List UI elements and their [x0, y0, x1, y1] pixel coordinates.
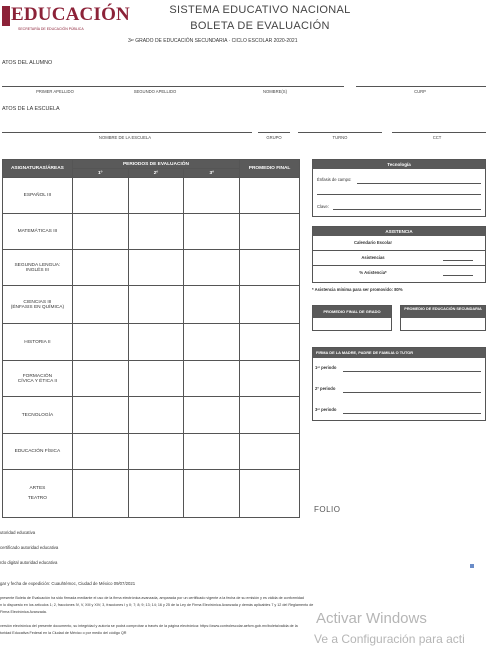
- windows-activation-title: Activar Windows: [316, 610, 427, 627]
- attendance-header: ASISTENCIA: [313, 227, 485, 236]
- attendance-count-value-line: [443, 260, 473, 261]
- technology-field-label: Énfasis de campo:: [317, 177, 352, 182]
- table-row: [3, 250, 300, 286]
- subject-math: MATEMÁTICAS III: [3, 214, 73, 250]
- document-title: BOLETA DE EVALUACIÓN: [190, 20, 330, 32]
- student-line: [2, 86, 344, 87]
- attendance-divider-2: [313, 265, 485, 266]
- periods-header: PERIODOS DE EVALUACIÓN: [72, 160, 239, 169]
- level-average-box: [400, 305, 486, 331]
- footer-digital-seal: rdo digital autoridad educativa: [0, 560, 58, 565]
- table-row: [3, 178, 300, 214]
- shift-label: TURNO: [332, 135, 348, 140]
- period-2-header: 2º: [128, 169, 184, 178]
- attendance-percent-label: % Asistencia*: [359, 270, 387, 275]
- subject-civics: FORMACIÓN CÍVICA Y ÉTICA II: [3, 361, 73, 397]
- subject-english: SEGUNDA LENGUA: INGLÉS III: [3, 250, 73, 286]
- grades-table: [2, 159, 300, 518]
- sep-logo: [2, 4, 136, 34]
- table-row: [3, 470, 300, 518]
- system-title: SISTEMA EDUCATIVO NACIONAL: [169, 4, 351, 16]
- table-row: [3, 434, 300, 470]
- footer-legal-3: Firma Electrónica Avanzada.: [0, 610, 47, 614]
- signature-header: FIRMA DE LA MADRE, PADRE DE FAMILIA O TUTOR: [313, 348, 485, 358]
- signature-period-2: 2º periodo: [315, 386, 336, 391]
- signature-box: [312, 347, 486, 421]
- school-section-title: ATOS DE LA ESCUELA: [2, 106, 60, 112]
- subject-technology: TECNOLOGÍA: [3, 397, 73, 434]
- cct-line: [392, 132, 486, 133]
- group-line: [258, 132, 290, 133]
- final-average-header: PROMEDIO FINAL: [240, 160, 300, 178]
- technology-field-line: [357, 183, 481, 184]
- footer-legal-2: n lo dispuesto en los artículos 1; 2, fracciones IV, V, XIII y XIV; 3, fracciones I y II; 7; 8; 9; 13; 14; 16 y 25 de la Ley de Firma Electrónica Avanzada y demás aplicables 7 y 12 del Reglamento de: [0, 603, 314, 607]
- logo-wordmark: EDUCACIÓN: [11, 4, 130, 25]
- table-row: [3, 324, 300, 361]
- student-section-title: ATOS DEL ALUMNO: [2, 60, 53, 66]
- cct-label: CCT: [432, 135, 442, 140]
- signature-period-3: 3ᵉʳ periodo: [315, 407, 337, 412]
- footer-verify-1: versión electrónica del presente documento, su integridad y autoría se podrá comprobar a través de la página electrónica: https://www.controlescolar.aefcm.gob.mx/boleta/valida de la: [0, 624, 298, 628]
- technology-key-line: [333, 209, 481, 210]
- grade-cycle-line: 3ᵉʳ GRADO DE EDUCACIÓN SECUNDARIA · CICLO ESCOLAR 2020-2021: [128, 38, 298, 44]
- technology-key-label: Clave:: [317, 204, 329, 209]
- technology-field-line-2: [317, 194, 481, 195]
- attendance-percent-value-line: [443, 275, 473, 276]
- shift-line: [298, 132, 382, 133]
- second-surname-label: SEGUNDO APELLIDO: [133, 89, 177, 94]
- attendance-calendar-label: Calendario Escolar: [354, 240, 392, 245]
- footer-authority: utoridad educativa: [0, 530, 36, 535]
- table-row: [3, 361, 300, 397]
- subjects-header: ASIGNATURAS/ÁREAS: [3, 160, 73, 178]
- table-row: [3, 397, 300, 434]
- signature-period-1: 1ᵉʳ periodo: [315, 365, 337, 370]
- technology-box: [312, 159, 486, 217]
- subject-science: CIENCIAS III (ÉNFASIS EN QUÍMICA): [3, 286, 73, 324]
- school-name-line: [2, 132, 252, 133]
- attendance-box: [312, 226, 486, 283]
- attendance-divider-1: [313, 250, 485, 251]
- windows-activation-link[interactable]: Ve a Configuración para acti: [314, 632, 465, 646]
- period-1-header: 1º: [72, 169, 128, 178]
- footer-certificate: certificado autoridad educativa: [0, 545, 59, 550]
- technology-header: Tecnología: [313, 160, 485, 169]
- grade-average-header: PROMEDIO FINAL DE GRADO: [313, 306, 391, 318]
- table-row: [3, 286, 300, 324]
- folio-label: FOLIO: [314, 505, 341, 514]
- subject-arts: ARTES TEATRO: [3, 470, 73, 518]
- school-name-label: NOMBRE DE LA ESCUELA: [98, 135, 152, 140]
- subject-pe: EDUCACIÓN FÍSICA: [3, 434, 73, 470]
- subject-history: HISTORIA II: [3, 324, 73, 361]
- group-label: GRUPO: [266, 135, 282, 140]
- attendance-count-label: Asistencias: [361, 255, 385, 260]
- grade-average-box: [312, 305, 392, 331]
- footer-verify-2: toridad Educativa Federal en la Ciudad de México o por medio del código QR: [0, 631, 127, 635]
- table-row: [3, 214, 300, 250]
- coat-of-arms-icon: [2, 6, 10, 26]
- level-average-header: PROMEDIO DE EDUCACIÓN SECUNDARIA: [401, 306, 485, 318]
- footer-place-date: gar y fecha de expedición: Cuauhtémoc, Ciudad de México 09/07/2021: [0, 581, 136, 586]
- footer-legal-1: presente Boleta de Evaluación ha sido firmada mediante el uso de la firma electrónica avanzada, amparada por un certificado vigente a la fecha de su emisión y es válida de conformidad: [0, 596, 304, 600]
- curp-label: CURP: [414, 89, 426, 94]
- signature-line-2: [343, 392, 481, 393]
- attendance-note: * Asistencia mínima para ser promovido: 80%: [312, 287, 403, 292]
- curp-line: [356, 86, 486, 87]
- signature-line-1: [343, 371, 481, 372]
- period-3-header: 3º: [184, 169, 240, 178]
- first-surname-label: PRIMER APELLIDO: [36, 89, 74, 94]
- signature-line-3: [343, 413, 481, 414]
- given-names-label: NOMBRE(S): [263, 89, 287, 94]
- subject-spanish: ESPAÑOL III: [3, 178, 73, 214]
- logo-subtitle: SECRETARÍA DE EDUCACIÓN PÚBLICA: [18, 27, 84, 31]
